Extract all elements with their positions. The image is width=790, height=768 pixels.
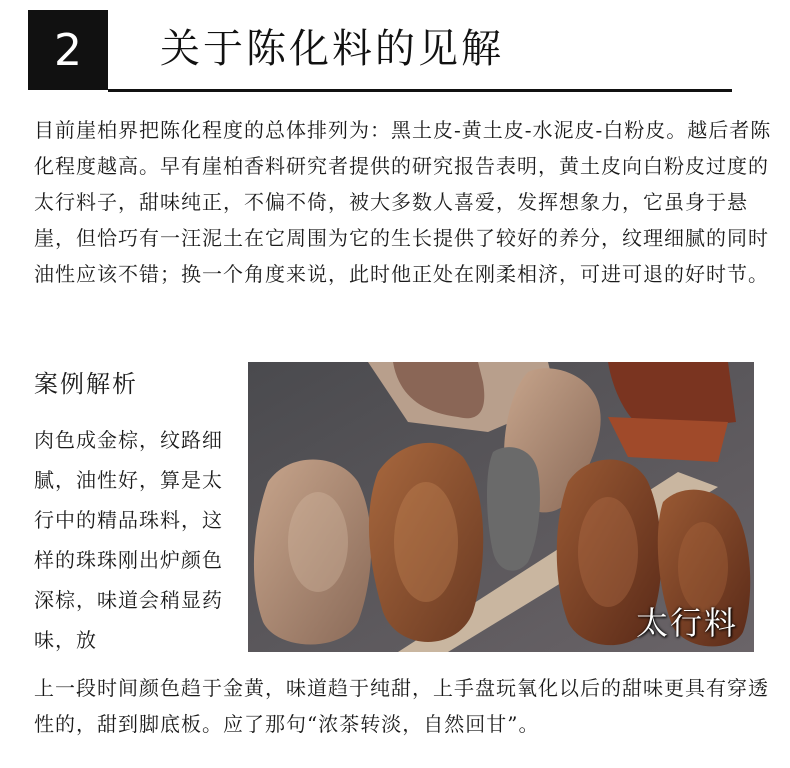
- title-underline: [108, 89, 732, 92]
- section-title: 关于陈化料的见解: [160, 26, 504, 72]
- photo-caption: 太行料: [635, 604, 738, 642]
- wood-photo: [248, 362, 754, 652]
- section-number-badge: [28, 10, 108, 90]
- case-heading: 案例解析: [34, 370, 138, 398]
- case-bottom-text: 上一段时间颜色趋于金黄，味道趋于纯甜，上手盘玩氧化以后的甜味更具有穿透性的，甜到脚底板。应了那句“浓茶转淡，自然回甘”。: [34, 676, 769, 736]
- case-side-text: 肉色成金棕，纹路细腻，油性好，算是太行中的精品珠料，这样的珠珠刚出炉颜色深棕，味道会稍显药味，放: [34, 428, 223, 652]
- section-number: 2: [54, 24, 82, 76]
- intro-paragraph: 目前崖柏界把陈化程度的总体排列为：黑土皮-黄土皮-水泥皮-白粉皮。越后者陈化程度越高。早有崖柏香料研究者提供的研究报告表明，黄土皮向白粉皮过度的太行料子，甜味纯正，不偏不倚，被大多数人喜爱，发挥想象力，它虽身于悬崖，但恰巧有一汪泥土在它周围为它的生长提供了较好的养分，纹理细腻的同时油性应该不错；换一个角度来说，此时他正处在刚柔相济，可进可退的好时节。: [34, 118, 772, 286]
